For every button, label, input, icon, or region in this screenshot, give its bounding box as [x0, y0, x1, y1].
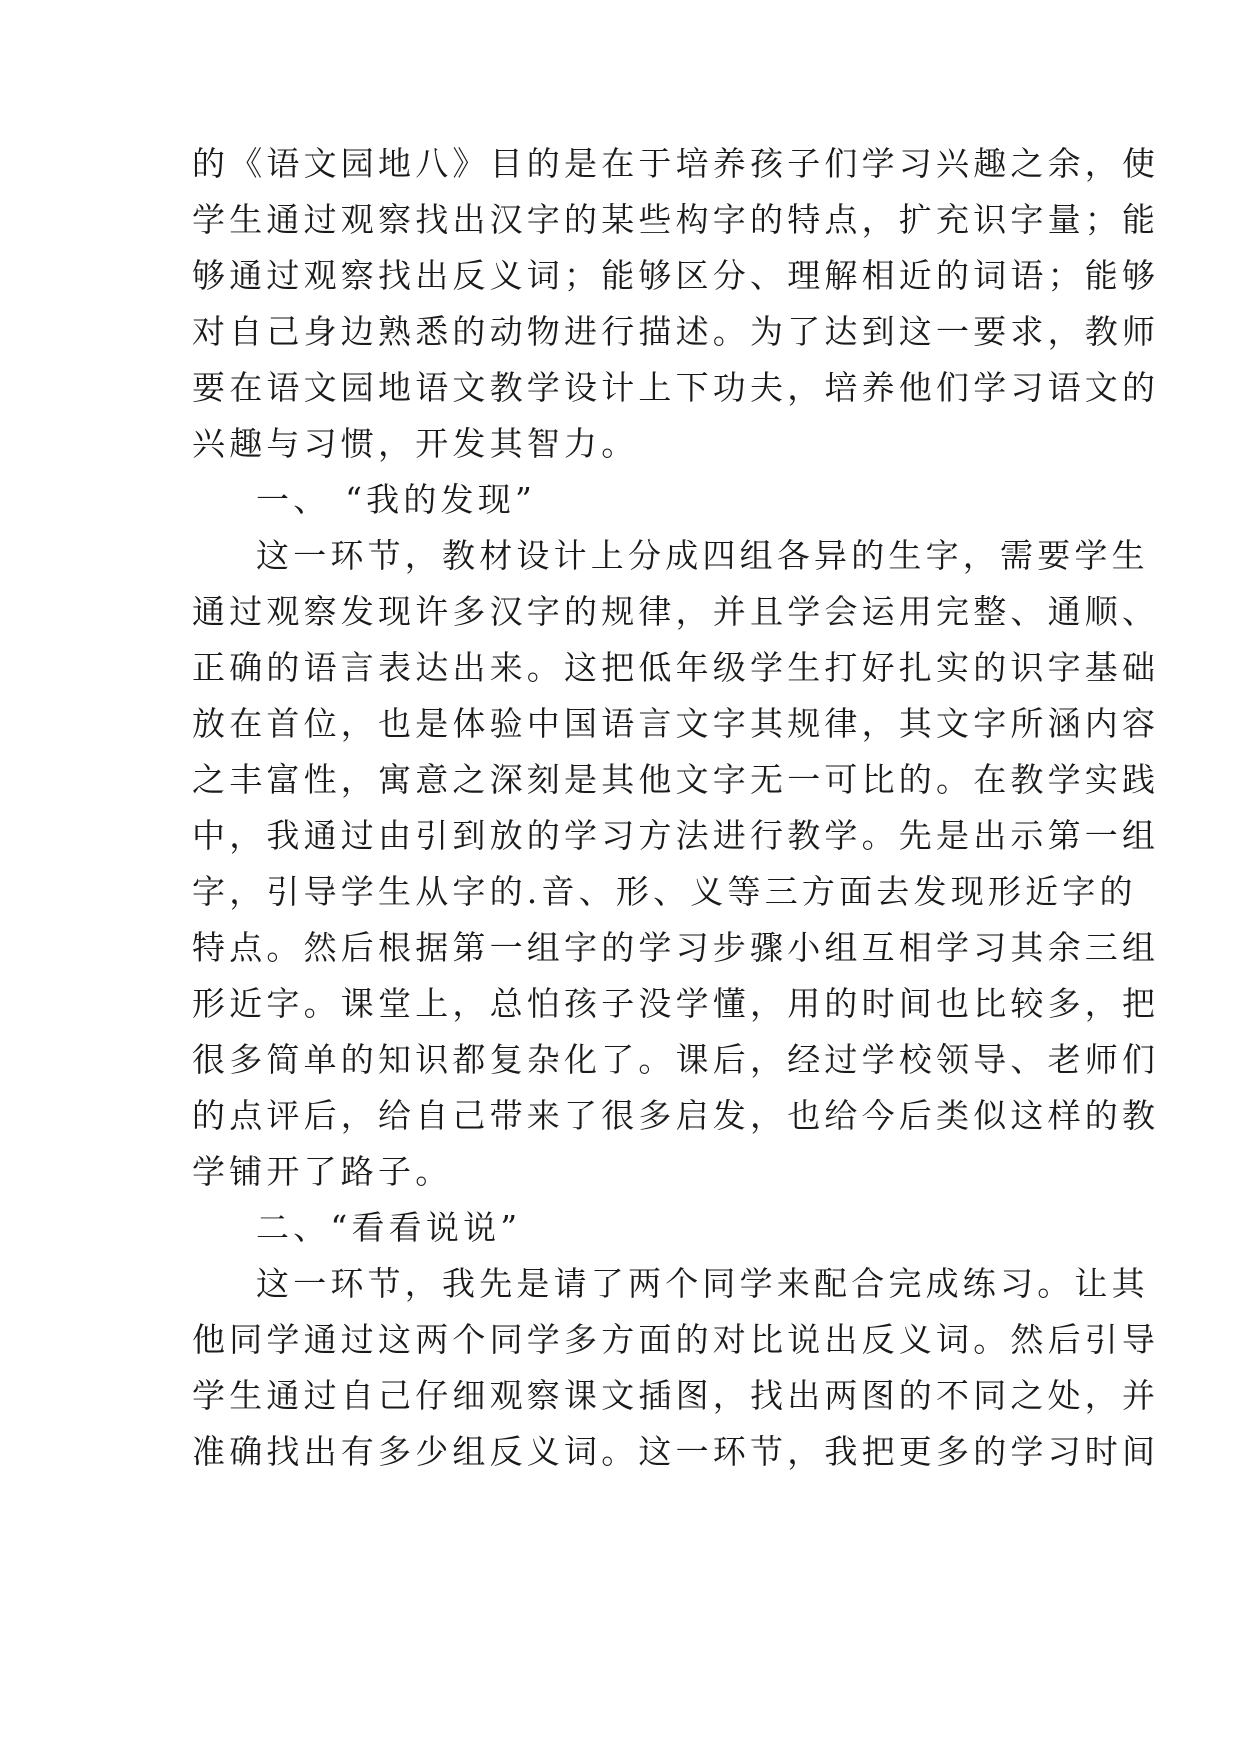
text-line: 这一环节，我先是请了两个同学来配合完成练习。让其 — [256, 1264, 1149, 1303]
text-line: 很多简单的知识都复杂化了。课后，经过学校领导、老师们 — [192, 1040, 1160, 1079]
text-line: 学生通过观察找出汉字的某些构字的特点，扩充识字量；能 — [192, 200, 1160, 239]
text-line: 形近字。课堂上，总怕孩子没学懂，用的时间也比较多，把 — [192, 984, 1160, 1023]
text-line: 这一环节，教材设计上分成四组各异的生字，需要学生 — [256, 536, 1149, 575]
section-heading: 一、 “我的发现” — [256, 480, 537, 519]
text-line: 学生通过自己仔细观察课文插图，找出两图的不同之处，并 — [192, 1376, 1160, 1415]
text-line: 之丰富性，寓意之深刻是其他文字无一可比的。在教学实践 — [192, 760, 1160, 799]
text-line: 要在语文园地语文教学设计上下功夫，培养他们学习语文的 — [192, 368, 1160, 407]
text-line: 的点评后，给自己带来了很多启发，也给今后类似这样的教 — [192, 1096, 1160, 1135]
text-line: 字，引导学生从字的.音、形、义等三方面去发现形近字的 — [192, 872, 1137, 911]
text-line: 特点。然后根据第一组字的学习步骤小组互相学习其余三组 — [192, 928, 1160, 967]
text-line: 兴趣与习惯，开发其智力。 — [192, 424, 639, 463]
text-line: 正确的语言表达出来。这把低年级学生打好扎实的识字基础 — [192, 648, 1160, 687]
text-line: 学铺开了路子。 — [192, 1152, 453, 1191]
text-line: 他同学通过这两个同学多方面的对比说出反义词。然后引导 — [192, 1320, 1160, 1359]
section-heading: 二、“看看说说” — [256, 1208, 522, 1247]
text-line: 对自己身边熟悉的动物进行描述。为了达到这一要求，教师 — [192, 312, 1160, 351]
text-line: 够通过观察找出反义词；能够区分、理解相近的词语；能够 — [192, 256, 1160, 295]
text-line: 的《语文园地八》目的是在于培养孩子们学习兴趣之余，使 — [192, 144, 1160, 183]
text-line: 通过观察发现许多汉字的规律，并且学会运用完整、通顺、 — [192, 592, 1160, 631]
text-line: 中，我通过由引到放的学习方法进行教学。先是出示第一组 — [192, 816, 1160, 855]
text-line: 准确找出有多少组反义词。这一环节，我把更多的学习时间 — [192, 1432, 1160, 1471]
text-line: 放在首位，也是体验中国语言文字其规律，其文字所涵内容 — [192, 704, 1160, 743]
